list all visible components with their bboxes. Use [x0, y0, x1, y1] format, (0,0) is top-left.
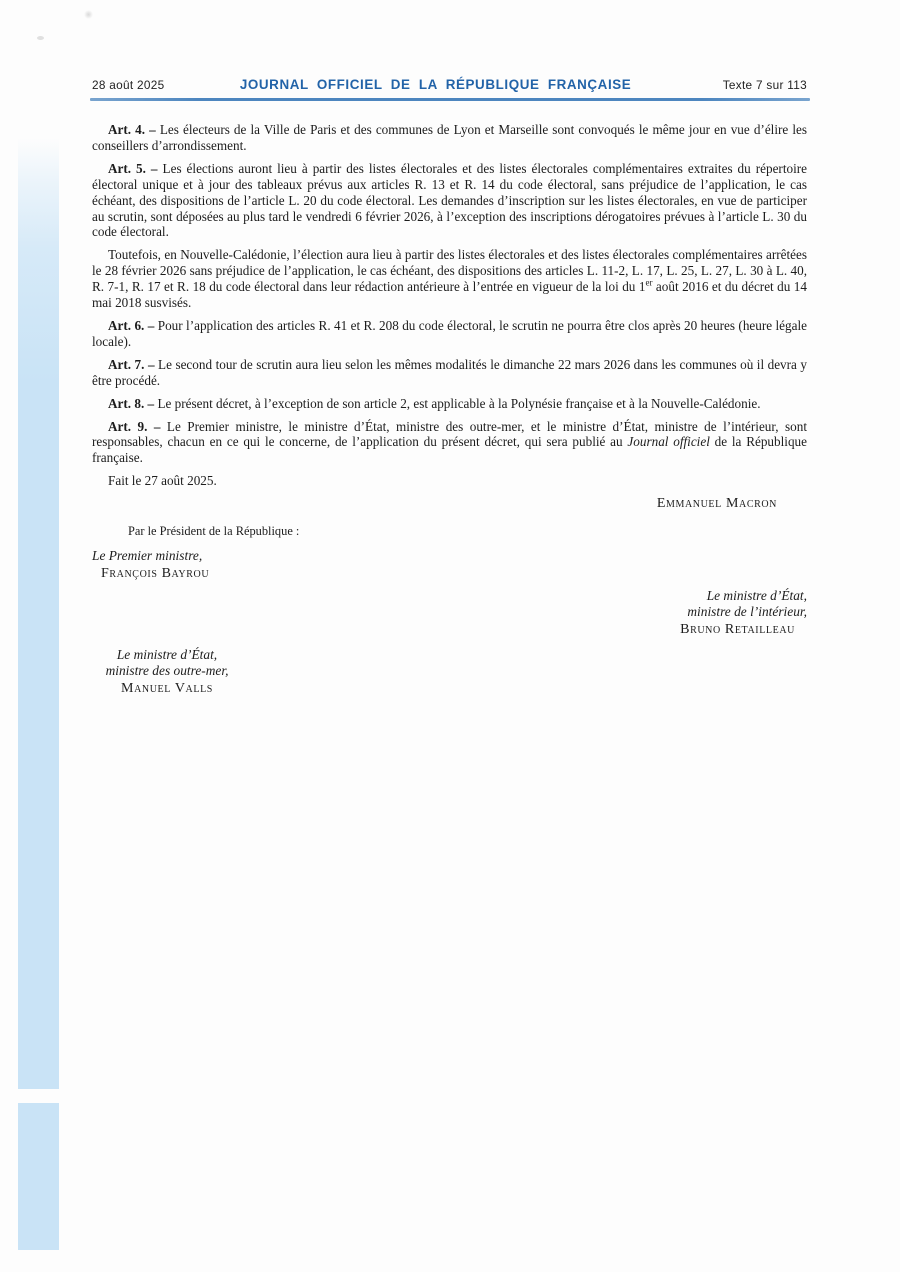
article-5-text: Les élections auront lieu à partir des listes électorales et des listes électorales complémentaires extraites du répertoire électoral unique et à jour des tableaux prévus aux articles R. 13 et R. 14 du code électoral, sans préjudice de l’application, le cas échéant, des dispositions de l’article L. 20 du code électoral. Les demandes d’inscription sur les listes électorales, en vue de participer au scrutin, sont déposées au plus tard le vendredi 6 février 2026, à l’exception des inscriptions dérogatoires prévues à l’article L. 30 du code électoral.: [92, 160, 807, 240]
article-9-paragraph: [92, 419, 807, 467]
article-6-paragraph: [92, 318, 807, 350]
publication-date: 28 août 2025: [92, 78, 165, 92]
article-9-label: Art. 9. –: [108, 418, 167, 434]
article-9-text: Le Premier ministre, le ministre d’État, ministre des outre-mer, et le ministre d’État, ministre de l’intérieur, sont responsables, chacun en ce qui le concerne, de l’application du présent décret, qui sera publié au: [92, 418, 807, 450]
interieur-name: Bruno Retailleau: [680, 621, 795, 637]
scan-smudge: [84, 10, 93, 19]
outremer-name: Manuel Valls: [121, 680, 213, 696]
texte-reference: Texte 7 sur 113: [722, 78, 807, 92]
article-5-label: Art. 5. –: [108, 160, 163, 176]
scan-smudge: [37, 36, 44, 40]
pm-name: François Bayrou: [101, 565, 210, 581]
article-5-paragraph: [92, 161, 807, 241]
interieur-title-1: Le ministre d’État,: [706, 587, 807, 603]
article-7-text: Le second tour de scrutin aura lieu selon les mêmes modalités le dimanche 22 mars 2026 dans les communes où il devra y être procédé.: [92, 356, 807, 388]
signature-ministre-interieur: [649, 588, 807, 638]
article-6-label: Art. 6. –: [108, 317, 158, 333]
article-8-paragraph: [92, 396, 807, 412]
article-7-paragraph: [92, 357, 807, 389]
ordinal-superscript: er: [645, 277, 653, 288]
article-5-toutefois-paragraph: [92, 247, 807, 311]
scan-strip-gap: [16, 1089, 61, 1103]
pm-title: Le Premier ministre,: [92, 547, 203, 563]
signature-premier-ministre: [92, 548, 807, 582]
par-le-president-line: Par le Président de la République :: [128, 524, 300, 539]
left-scan-artifact-strip: [18, 138, 59, 1250]
toutefois-text-end: août 2016 et du décret du 14 mai 2018 susvisés.: [92, 279, 807, 311]
signature-president: Emmanuel Macron: [656, 496, 777, 512]
article-7-label: Art. 7. –: [108, 356, 159, 372]
article-9-text-end: de la République française.: [92, 434, 807, 466]
article-4-text: Les électeurs de la Ville de Paris et des communes de Lyon et Marseille sont convoqués le même jour en vue d’élire les conseillers d’arrondissement.: [92, 122, 807, 153]
article-8-label: Art. 8. –: [108, 395, 158, 411]
article-4-paragraph: [92, 122, 807, 154]
outremer-title-2: ministre des outre-mer,: [105, 662, 229, 678]
toutefois-text: Toutefois, en Nouvelle-Calédonie, l’élection aura lieu à partir des listes électorales et des listes électorales complémentaires arrêtées le 28 février 2026 sans préjudice de l’application, le cas échéant, des dispositions des articles L. 11-2, L. 17, L. 25, L. 27, L. 30 à L. 40, R. 7-1, R. 17 et R. 18 du code électoral dans leur rédaction antérieure à l’entrée en vigueur de la loi du 1: [92, 247, 807, 295]
decree-body: [92, 122, 807, 697]
signature-ministre-outremer: [92, 647, 242, 697]
header-rule: [90, 98, 810, 101]
article-8-text: Le présent décret, à l’exception de son article 2, est applicable à la Polynésie française et à la Nouvelle-Calédonie.: [157, 395, 761, 411]
article-4-label: Art. 4. –: [108, 122, 160, 137]
fait-le-line: Fait le 27 août 2025.: [108, 473, 217, 489]
page-header: [92, 77, 807, 92]
journal-title: JOURNAL OFFICIEL DE LA RÉPUBLIQUE FRANÇAISE: [239, 77, 632, 92]
outremer-title-1: Le ministre d’État,: [116, 646, 218, 662]
interieur-title-2: ministre de l’intérieur,: [687, 603, 807, 619]
journal-officiel-italic: Journal officiel: [627, 434, 710, 450]
article-6-text: Pour l’application des articles R. 41 et R. 208 du code électoral, le scrutin ne pourra être clos après 20 heures (heure légale locale).: [92, 317, 807, 349]
